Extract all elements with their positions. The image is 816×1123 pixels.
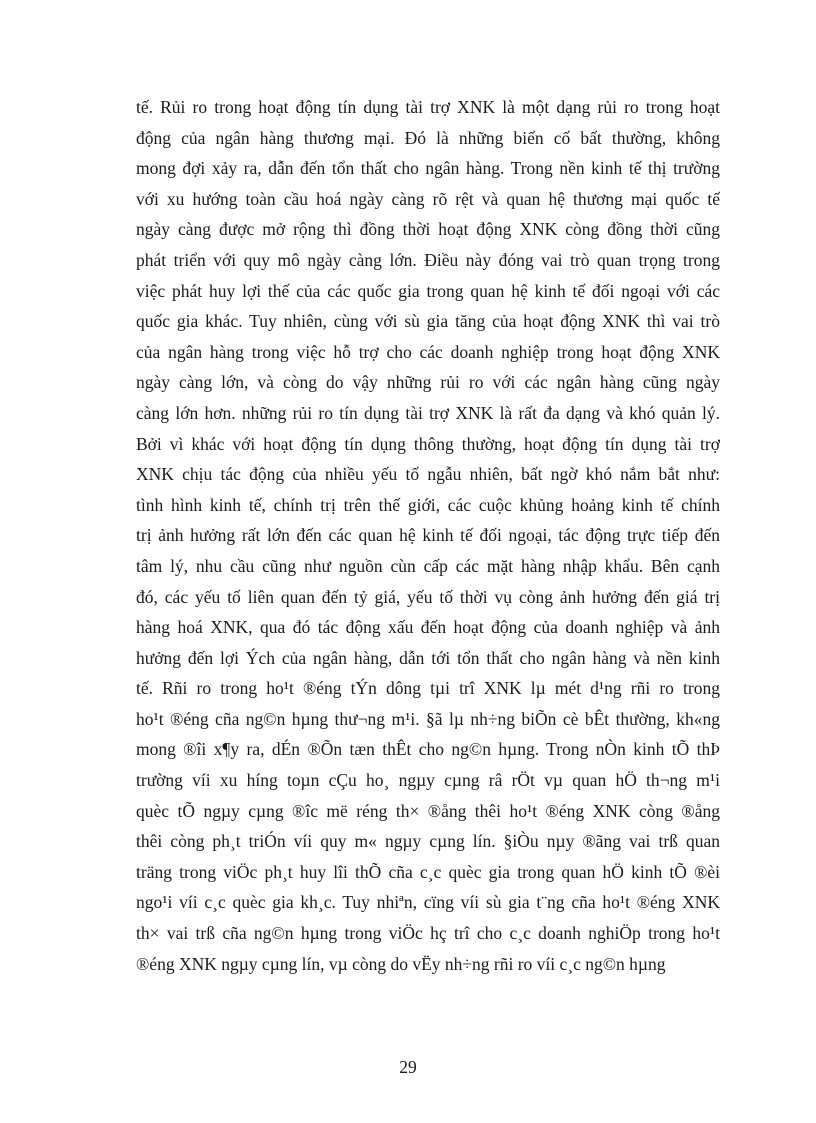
text-line: mong đợi xảy ra, dẫn đến tổn thất cho ngân hàng. Trong nền kinh tế thị trường <box>136 158 720 179</box>
text-line: hàng hoá XNK, qua đó tác động xấu đến hoạt động của doanh nghiệp và ảnh <box>136 617 720 638</box>
page-number: 29 <box>399 1057 417 1077</box>
text-line: ngo¹i víi c¸c quèc gia kh¸c. Tuy nhiªn, cïng víi sù gia t¨ng cña ho¹t ®éng XNK <box>136 892 720 913</box>
text-line: Bởi vì khác với hoạt động tín dụng thông thường, hoạt động tín dụng tài trợ <box>136 433 720 454</box>
text-line: với xu hướng toàn cầu hoá ngày càng rõ rệt và quan hệ thương mại quốc tế <box>136 188 720 209</box>
text-line: tâm lý, nhu cầu cũng như nguồn cùn cấp các mặt hàng nhập khẩu. Bên cạnh <box>136 555 720 576</box>
text-line: thêi còng ph¸t triÓn víi quy m« ngµy cµng lín. §iÒu nµy ®ãng vai trß quan <box>136 831 720 852</box>
text-line: càng lớn hơn. những rủi ro tín dụng tài trợ XNK là rất đa dạng và khó quản lý. <box>136 402 720 423</box>
text-line: tế. Rủi ro trong hoạt động tín dụng tài trợ XNK là một dạng rủi ro trong hoạt <box>136 97 720 117</box>
text-line: phát triển với quy mô ngày càng lớn. Điều này đóng vai trò quan trọng trong <box>136 249 720 270</box>
text-line: của ngân hàng trong việc hỗ trợ cho các doanh nghiệp trong hoạt động XNK <box>136 341 720 362</box>
text-line: trị ảnh hưởng rất lớn đến các quan hệ kinh tế đối ngoại, tác động trực tiếp đến <box>136 525 720 546</box>
text-line: tình hình kinh tế, chính trị trên thế giới, các cuộc khủng hoảng kinh tế chính <box>136 494 720 515</box>
text-line: quèc tÕ ngµy cµng ®îc më réng th× ®ång thêi ho¹t ®éng XNK còng ®ång <box>136 800 720 821</box>
text-line: XNK chịu tác động của nhiều yếu tố ngẫu nhiên, bất ngờ khó nắm bắt như: <box>136 464 720 485</box>
text-line: quốc gia khác. Tuy nhiên, cùng với sù gia tăng của hoạt động XNK thì vai trò <box>136 311 720 332</box>
text-line: tế. Rñi ro trong ho¹t ®éng tÝn dông tµi trî XNK lµ mét d¹ng rñi ro trong <box>136 678 720 699</box>
text-line: träng trong viÖc ph¸t huy lîi thÕ cña c¸c quèc gia trong quan hÖ kinh tÕ ®èi <box>136 861 720 882</box>
text-line: ngày càng lớn, và còng do vậy những rủi ro với các ngân hàng cũng ngày <box>136 372 720 393</box>
text-line: mong ®îi x¶y ra, dÉn ®Õn tæn thÊt cho ng©n hµng. Trong nÒn kinh tÕ thÞ <box>136 739 720 760</box>
text-line: th× vai trß cña ng©n hµng trong viÖc hç trî cho c¸c doanh nghiÖp trong ho¹t <box>136 923 720 944</box>
text-line: động của ngân hàng thương mại. Đó là những biến cố bất thường, không <box>136 127 720 148</box>
text-line: việc phát huy lợi thế của các quốc gia trong quan hệ kinh tế đối ngoại với các <box>136 280 720 301</box>
text-line: ngày càng được mở rộng thì đồng thời hoạt động XNK còng đồng thời cũng <box>136 219 720 240</box>
body-paragraph <box>136 92 720 979</box>
text-line: ho¹t ®éng cña ng©n hµng thư¬ng m¹i. §ã lµ nh÷ng biÕn cè bÊt thường, kh«ng <box>136 708 720 729</box>
text-line: hưởng đến lợi Ých của ngân hàng, dẫn tới tổn thất cho ngân hàng và nền kinh <box>136 647 720 668</box>
text-line: ®éng XNK ngµy cµng lín, vµ còng do vËy nh÷ng rñi ro víi c¸c ng©n hµng <box>136 953 666 974</box>
text-line: trường víi xu híng toµn cÇu ho¸ ngµy cµng râ rÖt vµ quan hÖ th¬ng m¹i <box>136 770 720 791</box>
text-line: đó, các yếu tố liên quan đến tỷ giá, yếu tố thời vụ còng ảnh hưởng đến giá trị <box>136 586 720 607</box>
